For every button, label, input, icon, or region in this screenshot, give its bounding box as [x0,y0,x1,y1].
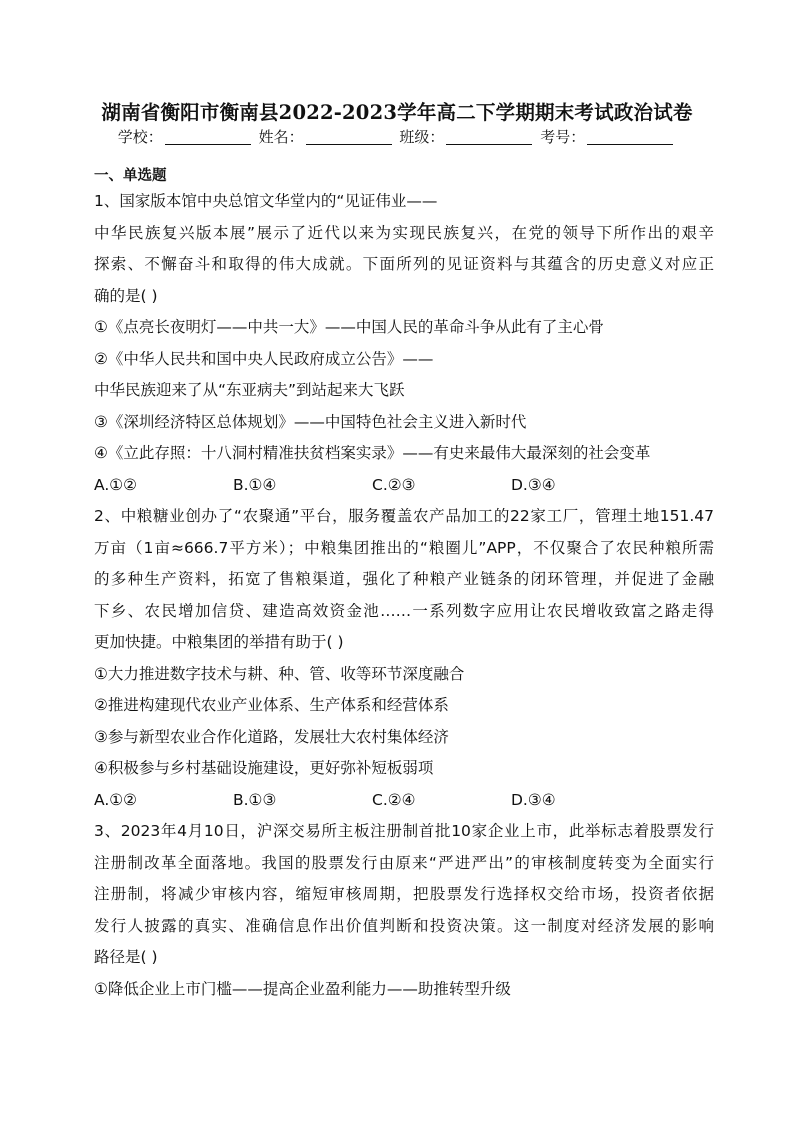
question-line: ①降低企业上市门槛——提高企业盈利能力——助推转型升级 [94,979,511,998]
section-heading: 一、单选题 [94,168,167,184]
question-line: ①大力推进数字技术与耕、种、管、收等环节深度融合 [94,664,465,683]
question-line: 注册制改革全面落地。我国的股票发行由原来“严进严出”的审核制度转变为全面实行 [94,853,714,872]
name-label: 姓名： [258,128,304,146]
question-line: 确的是( ) [94,286,158,305]
question-line: 2、中粮糖业创办了“农聚通”平台，服务覆盖农产品加工的22家工厂，管理土地151.47 [94,507,714,525]
question-line: ②《中华人民共和国中央人民政府成立公告》—— [94,349,434,368]
question-line: 探索、不懈奋斗和取得的伟大成就。下面所列的见证资料与其蕴含的历史意义对应正 [94,255,714,273]
question-line: 下乡、农民增加信贷、建造高效资金池……一系列数字应用让农民增收致富之路走得 [94,601,714,620]
exam-title: 湖南省衡阳市衡南县2022-2023学年高二下学期期末考试政治试卷 [101,101,693,124]
answer-option-c[interactable]: C.②③ [372,475,416,494]
answer-option-b[interactable]: B.①④ [233,475,277,494]
answer-option-c[interactable]: C.②④ [372,790,416,809]
school-label: 学校： [117,128,163,146]
name-blank[interactable] [306,129,392,145]
question-2 [94,501,714,816]
question-1 [94,186,714,501]
answer-option-a[interactable]: A.①② [94,790,138,809]
school-blank[interactable] [165,129,251,145]
class-blank[interactable] [446,129,532,145]
question-line: ④积极参与乡村基础设施建设，更好弥补短板弱项 [94,759,434,777]
answer-option-a[interactable]: A.①② [94,475,138,494]
questions-container [94,186,714,1005]
question-line: 的多种生产资料，拓宽了售粮渠道，强化了种粮产业链条的闭环管理，并促进了金融 [94,570,714,588]
question-line: 万亩（1亩≈666.7平方米）；中粮集团推出的“粮圈儿”APP，不仅聚合了农民种粮所需 [94,538,714,557]
question-line: 路径是( ) [94,948,158,966]
exam-number-blank[interactable] [587,129,673,145]
question-line: ④《立此存照：十八洞村精准扶贫档案实录》——有史来最伟大最深刻的社会变革 [94,444,651,462]
exam-number-label: 考号： [540,128,586,146]
question-line: 中华民族迎来了从“东亚病夫”到站起来大飞跃 [94,381,405,399]
question-line: ③参与新型农业合作化道路，发展壮大农村集体经济 [94,727,449,746]
answer-option-b[interactable]: B.①③ [233,790,277,809]
question-line: 1、国家版本馆中央总馆文华堂内的“见证伟业—— [94,192,438,210]
class-label: 班级： [399,128,445,146]
question-line: 3、2023年4月10日，沪深交易所主板注册制首批10家企业上市，此举标志着股票发行 [94,822,714,840]
answer-option-d[interactable]: D.③④ [511,790,556,809]
question-line: 发行人披露的真实、准确信息作出价值判断和投资决策。这一制度对经济发展的影响 [94,916,714,935]
question-line: ③《深圳经济特区总体规划》——中国特色社会主义进入新时代 [94,412,527,431]
question-line: 更加快捷。中粮集团的举措有助于( ) [94,633,344,651]
answer-options [94,785,714,817]
question-3 [94,816,714,1005]
question-line: ②推进构建现代农业产业体系、生产体系和经营体系 [94,696,449,714]
question-line: 中华民族复兴版本展”展示了近代以来为实现民族复兴，在党的领导下所作出的艰辛 [94,223,714,242]
question-line: ①《点亮长夜明灯——中共一大》——中国人民的革命斗争从此有了主心骨 [94,318,604,336]
answer-options [94,470,714,502]
question-line: 注册制，将减少审核内容，缩短审核周期，把股票发行选择权交给市场，投资者依据 [94,885,714,903]
answer-option-d[interactable]: D.③④ [511,475,556,494]
student-info-line [0,126,794,147]
